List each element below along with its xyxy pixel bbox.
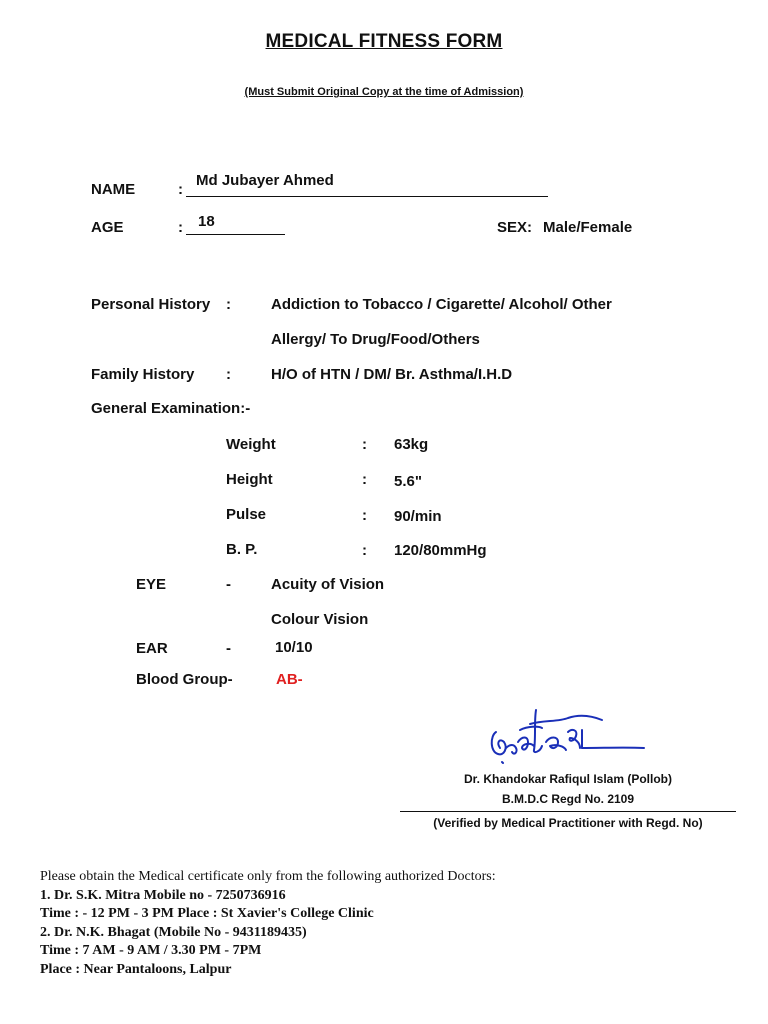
personal-history-line1: Addiction to Tobacco / Cigarette/ Alcohol/ Other bbox=[271, 296, 612, 313]
family-history-label: Family History bbox=[91, 366, 195, 383]
form-subtitle: (Must Submit Original Copy at the time of Admission) bbox=[244, 86, 524, 98]
ear-value: 10/10 bbox=[275, 639, 313, 656]
height-colon: : bbox=[362, 471, 367, 488]
ear-dash: - bbox=[226, 640, 231, 657]
eye-dash: - bbox=[226, 576, 231, 593]
footer-line: Place : Near Pantaloons, Lalpur bbox=[40, 962, 232, 977]
footer-line: 1. Dr. S.K. Mitra Mobile no - 7250736916 bbox=[40, 888, 286, 903]
footer-intro: Please obtain the Medical certificate only from the following authorized Doctors: bbox=[40, 869, 496, 884]
doctor-registration: B.M.D.C Regd No. 2109 bbox=[501, 792, 635, 806]
personal-history-line2: Allergy/ To Drug/Food/Others bbox=[271, 331, 480, 348]
personal-history-colon: : bbox=[226, 296, 231, 313]
doctor-name: Dr. Khandokar Rafiqul Islam (Pollob) bbox=[463, 772, 673, 786]
footer-line: 2. Dr. N.K. Bhagat (Mobile No - 9431189435) bbox=[40, 925, 307, 940]
family-history-colon: : bbox=[226, 366, 231, 383]
weight-value: 63kg bbox=[394, 436, 429, 453]
footer-line: Time : - 12 PM - 3 PM Place : St Xavier's College Clinic bbox=[40, 906, 374, 921]
age-underline bbox=[186, 234, 285, 235]
personal-history-label: Personal History bbox=[91, 296, 211, 313]
bp-colon: : bbox=[362, 542, 367, 559]
ear-label: EAR bbox=[136, 640, 168, 657]
doctor-signature bbox=[484, 702, 650, 768]
age-value: 18 bbox=[198, 213, 215, 230]
pulse-label: Pulse bbox=[226, 506, 267, 523]
footer-line: Time : 7 AM - 9 AM / 3.30 PM - 7PM bbox=[40, 943, 262, 958]
name-label: NAME bbox=[91, 181, 136, 198]
weight-label: Weight bbox=[226, 436, 276, 453]
weight-colon: : bbox=[362, 436, 367, 453]
blood-group-label: Blood Group- bbox=[136, 671, 233, 688]
blood-group-value: AB- bbox=[276, 671, 303, 688]
general-exam-heading: General Examination:- bbox=[91, 400, 251, 417]
name-colon: : bbox=[178, 181, 183, 198]
form-title: MEDICAL FITNESS FORM bbox=[265, 31, 503, 52]
bp-value: 120/80mmHg bbox=[394, 542, 487, 559]
bp-label: B. P. bbox=[226, 541, 258, 558]
pulse-value: 90/min bbox=[394, 508, 442, 525]
pulse-colon: : bbox=[362, 507, 367, 524]
acuity-of-vision: Acuity of Vision bbox=[271, 576, 385, 593]
sex-label: SEX: bbox=[497, 219, 533, 236]
verified-note: (Verified by Medical Practitioner with Regd. No) bbox=[433, 816, 703, 830]
eye-label: EYE bbox=[136, 576, 167, 593]
colour-vision: Colour Vision bbox=[271, 611, 369, 628]
age-colon: : bbox=[178, 219, 183, 236]
sex-value: Male/Female bbox=[543, 219, 633, 236]
name-value: Md Jubayer Ahmed bbox=[196, 172, 334, 189]
signature-line bbox=[400, 811, 736, 812]
age-label: AGE bbox=[91, 219, 124, 236]
family-history-value: H/O of HTN / DM/ Br. Asthma/I.H.D bbox=[271, 366, 513, 383]
height-value: 5.6" bbox=[394, 473, 422, 490]
height-label: Height bbox=[226, 471, 273, 488]
name-underline bbox=[186, 196, 548, 197]
